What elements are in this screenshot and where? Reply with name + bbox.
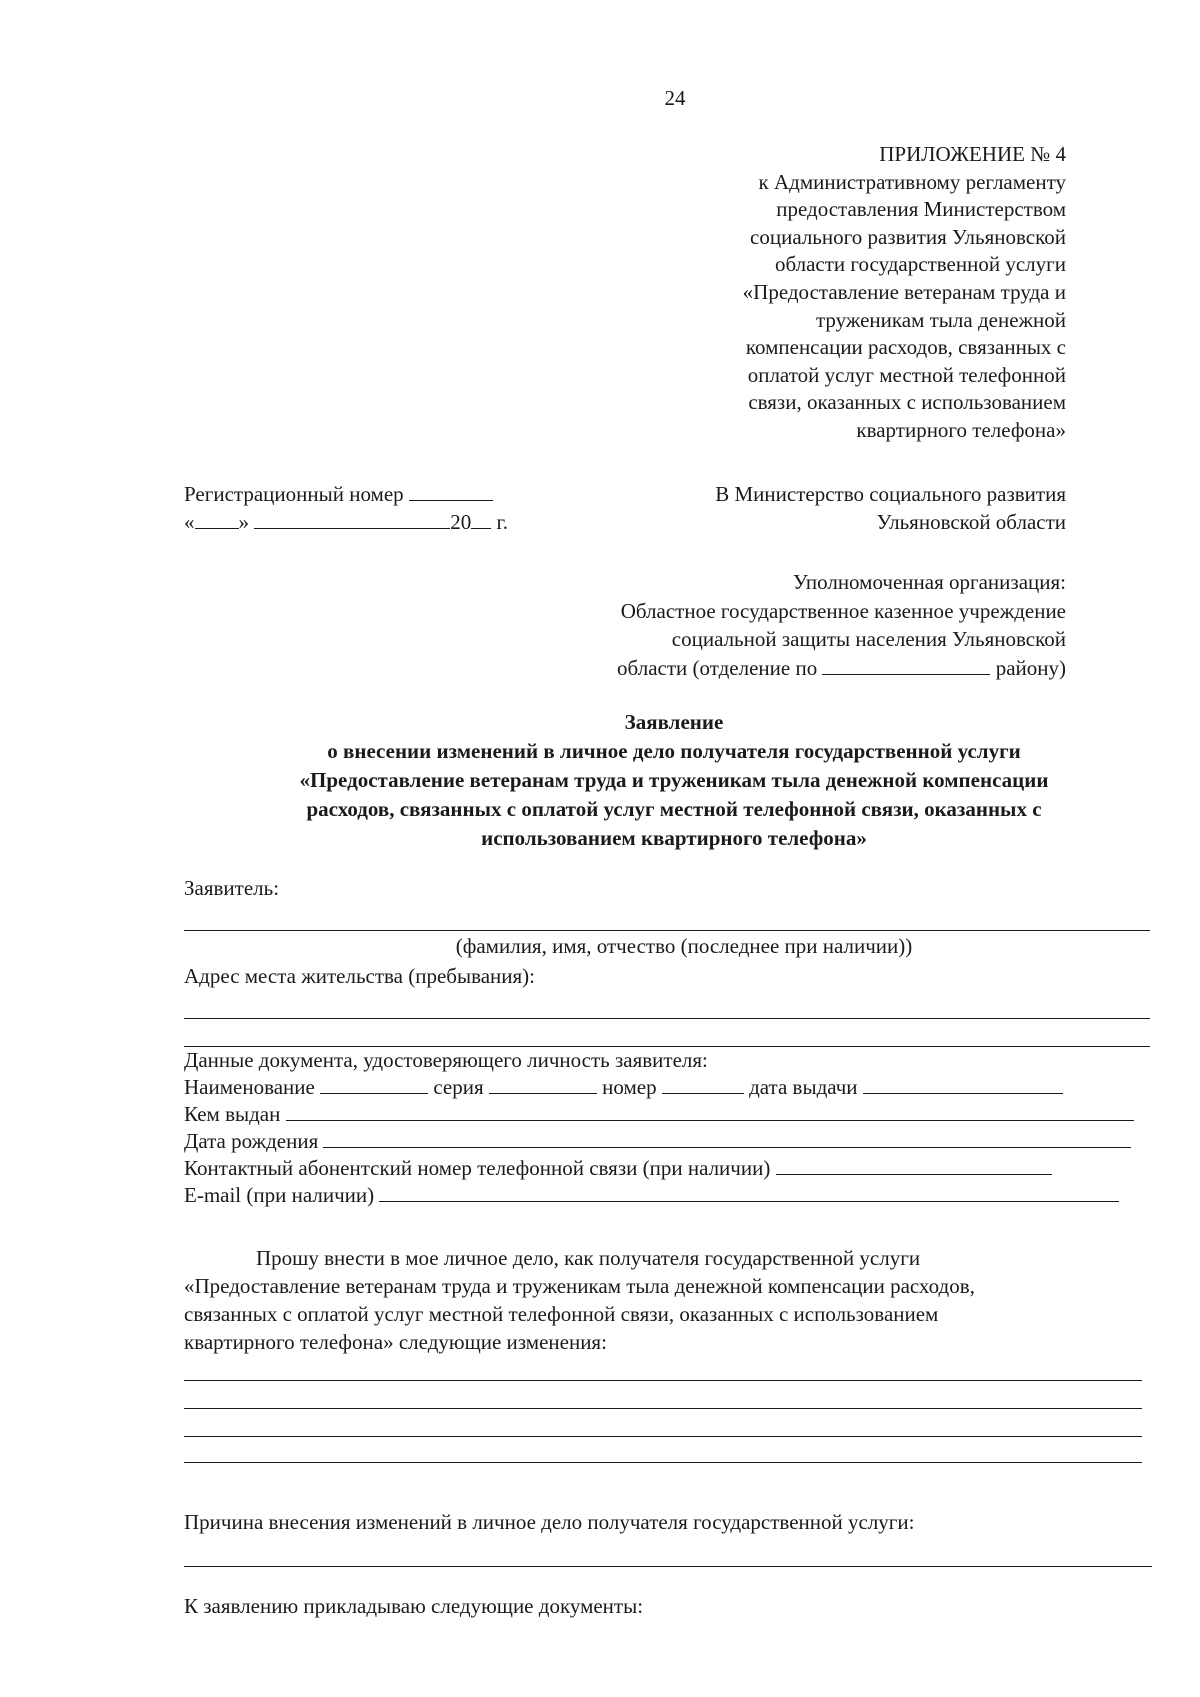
addressee-line: В Министерство социального развития <box>715 482 1066 506</box>
registration-number-field[interactable] <box>409 480 493 501</box>
title-line: о внесении изменений в личное дело получателя государственной услуги <box>327 739 1021 763</box>
issued-by-field[interactable] <box>286 1100 1134 1121</box>
title-line: «Предоставление ветеранам труда и труженикам тыла денежной компенсации <box>299 768 1049 792</box>
authorized-org-line: социальной защиты населения Ульяновской <box>671 627 1066 651</box>
reason-field[interactable] <box>184 1566 1152 1567</box>
doc-name-label: Наименование <box>184 1075 315 1099</box>
date-open-quote: « <box>184 510 195 534</box>
changes-field-line-1[interactable] <box>184 1380 1142 1381</box>
appendix-line: оплатой услуг местной телефонной <box>747 362 1066 387</box>
doc-series-label: серия <box>433 1075 484 1099</box>
authorized-org-line: области (отделение по <box>617 655 818 680</box>
date-month-field[interactable] <box>254 508 450 529</box>
doc-issue-date-field[interactable] <box>863 1073 1063 1094</box>
phone-label: Контактный абонентский номер телефонной связи (при наличии) <box>184 1156 771 1180</box>
request-line: Прошу внести в мое личное дело, как получателя государственной услуги <box>256 1246 921 1270</box>
request-line: связанных с оплатой услуг местной телефонной связи, оказанных с использованием <box>184 1302 939 1326</box>
date-day-field[interactable] <box>195 508 239 529</box>
appendix-line: компенсации расходов, связанных с <box>745 335 1066 360</box>
doc-number-field[interactable] <box>662 1073 744 1094</box>
doc-series-field[interactable] <box>489 1073 597 1094</box>
changes-field-line-3[interactable] <box>184 1436 1142 1437</box>
reason-label: Причина внесения изменений в личное дело получателя государственной услуги: <box>184 1510 915 1534</box>
changes-field-line-2[interactable] <box>184 1408 1142 1409</box>
attachments-label: К заявлению прикладываю следующие документы: <box>184 1594 644 1618</box>
doc-name-field[interactable] <box>320 1073 428 1094</box>
appendix-block <box>586 140 1066 444</box>
applicant-name-field[interactable] <box>184 930 1150 931</box>
appendix-line: «Предоставление ветеранам труда и <box>742 279 1066 304</box>
issued-by-label: Кем выдан <box>184 1102 281 1126</box>
authorized-org-line: району) <box>995 655 1066 680</box>
district-field[interactable] <box>822 654 990 675</box>
page-number: 24 <box>664 86 686 110</box>
authorized-org-line: Областное государственное казенное учреждение <box>620 598 1066 623</box>
appendix-line: ПРИЛОЖЕНИЕ № 4 <box>879 142 1066 166</box>
registration-number-label: Регистрационный номер <box>184 482 404 506</box>
doc-number-label: номер <box>602 1075 657 1099</box>
address-label: Адрес места жительства (пребывания): <box>184 964 536 988</box>
appendix-line: квартирного телефона» <box>856 417 1066 442</box>
request-line: «Предоставление ветеранам труда и труженикам тыла денежной компенсации расходов, <box>184 1274 975 1298</box>
request-paragraph <box>184 1244 1149 1356</box>
title-line: использованием квартирного телефона» <box>481 826 867 850</box>
registration-block <box>184 480 508 536</box>
email-label: E-mail (при наличии) <box>184 1183 375 1207</box>
identity-document-block <box>184 1046 1149 1208</box>
birth-date-label: Дата рождения <box>184 1129 319 1153</box>
authorized-org-label: Уполномоченная организация: <box>792 570 1066 594</box>
fio-caption: (фамилия, имя, отчество (последнее при наличии)) <box>455 934 913 958</box>
year-prefix: 20 <box>450 510 472 534</box>
title-heading: Заявление <box>624 710 724 734</box>
request-line: квартирного телефона» следующие изменения: <box>184 1330 607 1354</box>
appendix-line: труженикам тыла денежной <box>815 307 1066 332</box>
addressee-block <box>715 480 1066 536</box>
appendix-line: к Административному регламенту <box>758 169 1066 194</box>
birth-date-field[interactable] <box>323 1127 1131 1148</box>
address-field-line-1[interactable] <box>184 1018 1150 1019</box>
authorized-org-block <box>617 568 1066 682</box>
identity-heading: Данные документа, удостоверяющего личность заявителя: <box>184 1048 708 1072</box>
document-title <box>184 708 1164 853</box>
appendix-line: социального развития Ульяновской <box>750 224 1066 249</box>
date-close-quote: » <box>238 510 249 534</box>
title-line: расходов, связанных с оплатой услуг местной телефонной связи, оказанных с <box>306 797 1042 821</box>
email-field[interactable] <box>379 1181 1119 1202</box>
appendix-line: связи, оказанных с использованием <box>748 390 1066 415</box>
applicant-label: Заявитель: <box>184 876 280 900</box>
appendix-line: области государственной услуги <box>774 252 1066 277</box>
phone-field[interactable] <box>776 1154 1052 1175</box>
date-year-field[interactable] <box>471 508 491 529</box>
changes-field-line-4[interactable] <box>184 1462 1142 1463</box>
doc-issue-date-label: дата выдачи <box>749 1075 858 1099</box>
year-suffix: г. <box>496 510 508 534</box>
appendix-line: предоставления Министерством <box>776 197 1066 222</box>
addressee-line: Ульяновской области <box>876 510 1066 534</box>
